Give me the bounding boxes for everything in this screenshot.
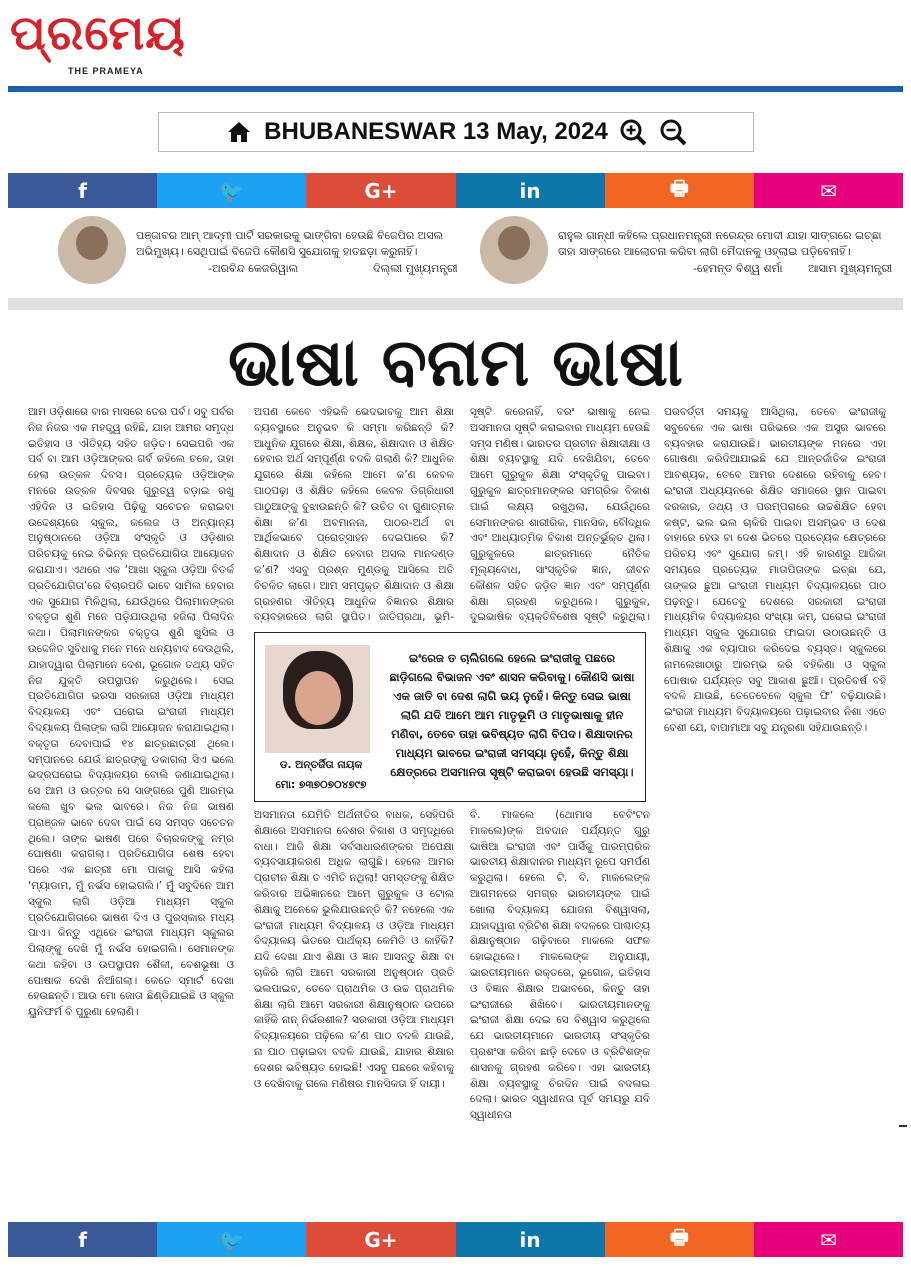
share-bar-bottom xyxy=(8,1222,903,1257)
share-bar-top xyxy=(8,173,903,208)
author-phone: ମୋ: ୭୩୭୦୭୦୪୭୯୭ xyxy=(275,779,367,791)
linkedin-icon: in xyxy=(519,1227,541,1252)
email-icon: ✉ xyxy=(820,178,837,203)
masthead-rule xyxy=(8,86,903,92)
quotes-strip xyxy=(8,212,903,298)
facebook-share-button[interactable] xyxy=(8,173,157,208)
quote-author-2: -ହେମନ୍ତ ବିଶ୍ୱ ଶର୍ମା xyxy=(693,262,783,275)
home-icon[interactable] xyxy=(224,117,254,147)
print-icon: 🖶 xyxy=(669,1224,689,1249)
twitter-icon: 🐦 xyxy=(219,178,245,203)
zoom-out-icon[interactable] xyxy=(658,117,688,147)
linkedin-icon: in xyxy=(519,178,541,203)
quote-text-1: ପଞ୍ଜାବର ଆମ୍ ଆଦ୍ମୀ ପାର୍ଟି ସରକାରକୁ ଭାଙ୍ଗିବା ହେଉଛି ବିଜେପିର ଅସଲ ଅଭିମୁଖ୍ୟ। ସେଥିପାଇଁ ବିଜେପି କୌଣସି ସୁଯୋଗକୁ ହାତଛଡ଼ା କରୁନାହିଁ। xyxy=(136,229,444,258)
google-plus-icon: G+ xyxy=(364,178,398,203)
article-column-2: ଅପଣ କେବେ ଏହିଭଳି ଭେଦଭାବକୁ ଆମ ଶିକ୍ଷା ବ୍ୟବସ୍ଥାରେ ଅନୁଭବ କି ସମ୍ମା କରିଛନ୍ତି କି? ଆଧୁନିକ ଯୁଗରେ ଶିକ୍ଷା, ଶିକ୍ଷକ, ଶିକ୍ଷାଦାନ ଓ ଶିକ୍ଷିତ ହେବାର ଅର୍ଥ ସମ୍ପୂର୍ଣ୍ଣ ବଦଳି ଗଲାଣି କି? ଆଧୁନିକ ଯୁଗରେ ଶିକ୍ଷା କହିଲେ ଆମେ କ’ଣ କେବଳ ପାଠପଢ଼ା ଓ ଶିକ୍ଷିତ କହିଲେ କେବଳ ଡିଗ୍ରିଧାରୀ ପାଠୁଆଙ୍କୁ ବୁଝାଉଛନ୍ତି କି? ଉଚିତ ବା ଗୁଣାତ୍ମକ ଶିକ୍ଷା କ’ଣ ଅବମାନନା, ପାଠର-ଅର୍ଥ ବା ଆର୍ଥିକଭାବେ ପ୍ରୋତ୍ସାହନ ଦେଇପାରେ କି? ଶିକ୍ଷାଦାନ ଓ ଶିକ୍ଷିତ ହେବାର ଅସଲ ମାନଦଣ୍ଡ କ’ଣ? ଏସବୁ ପ୍ରଶ୍ନ ମୁଣ୍ଡକୁ ଆସିଲେ ଅତି ବିଚଳିତ ଲାଗେ। ଆମ ସମ୍ପୃକ୍ତ ଶିକ୍ଷାଦାନ ଓ ଶିକ୍ଷା ଗ୍ରହଣର ଐତିହ୍ୟ ଆଧୁନିକ ବିଜ୍ଞାନର ଶିକ୍ଷାର ବ୍ୟବହାରରେ ଲାଗି ସ୍ଥାପିତ। ଜାତିପ୍ରଥା, ଭୂମି- xyxy=(254,406,454,624)
prameya-logo[interactable]: ପ୍ରମେୟ xyxy=(10,5,186,61)
facebook-icon: f xyxy=(78,178,87,203)
twitter-share-button[interactable] xyxy=(157,173,306,208)
quote-avatar-kejriwal xyxy=(58,216,126,284)
zoom-in-icon[interactable] xyxy=(618,117,648,147)
pull-quote-box xyxy=(254,632,646,802)
author-photo xyxy=(265,645,370,753)
google-plus-share-button[interactable] xyxy=(306,173,455,208)
quote-author-1: -ଅରବିନ୍ଦ କେଜରିୱାଲ xyxy=(208,262,299,275)
masthead xyxy=(0,0,911,86)
scroll-marker xyxy=(899,1125,907,1127)
print-button[interactable] xyxy=(605,173,754,208)
dateline-bar xyxy=(158,112,754,152)
pull-quote-text: ଇଂରେଜ ତ ଚାଲିଗଲେ ହେଲେ ଇଂରାଜୀକୁ ପଛରେ ଛାଡ଼ିଗଲେ ବିଭାଜନ ଏବଂ ଶାସନ କରିବାକୁ। କୌଣସି ଭାଷା ଏକ ଜାତି ବା ଦେଶ ଲାଗି ଭୟ ନୁହେଁ। କିନ୍ତୁ ସେଇ ଭାଷା ଲାଗି ଯଦି ଆମେ ଆମ ମାତୃଭୂମି ଓ ମାତୃଭାଷାକୁ ହୀନ ମଣିବା, ତେବେ ତାହା ଭବିଷ୍ୟତ ଲାଗି ବିପଦ। ଶିକ୍ଷାଦାନର ମାଧ୍ୟମ ଭାବରେ ଇଂରାଜୀ ସମସ୍ୟା ନୁହେଁ, କିନ୍ତୁ ଶିକ୍ଷା କ୍ଷେତ୍ରରେ ଅସମାନତା ସୃଷ୍ଟି କରାଇବା ହେଉଛି ସମସ୍ୟା। xyxy=(389,651,635,779)
email-icon: ✉ xyxy=(820,1227,837,1252)
author-name: ଡ. ଅନ୍ତର୍ଜିତା ନାୟକ xyxy=(279,759,363,771)
print-icon: 🖶 xyxy=(669,175,689,200)
article-column-4: ପରବର୍ତ୍ତୀ ସମୟକୁ ଆସିଥିଲା, ତେବେ ଇଂରାଜୀକୁ ସବୁବେଳେ ଏକ ଭାଷା ପରିଭରେ ଏକ ଅସ୍ତ୍ର ଭାବରେ ବ୍ୟବହାର କରାଯାଉଛି। ଭାରତୀୟଙ୍କ ମନରେ ଏହା ଗୋଷଣା କରିଦିଆଯାଇଛି ଯେ ଆନ୍ତର୍ଜାତିକ ଇଂରାଜୀ ଆବଶ୍ୟକ, ତେବେ ଆମର ଦେଶରେ ରହିବାକୁ ହେବ। ଇଂରାଜୀ ଅଧ୍ୟୟନରେ ଶିକ୍ଷିତ ସମାଜରେ ସ୍ଥାନ ପାଇବା ଦରକାର, ତଥ୍ୟ ଓ ପରମ୍ପରାରେ ଉଚ୍ଚଶିକ୍ଷିତ ହେବା କଷ୍ଟ, ଭଲ ଭଲ ଚାକିରି ପାଇବା ଅସମ୍ଭବ ଓ ଦେଶ ବାହାରେ ହେଉ ବା ଦେଶ ଭିତରେ ପ୍ରତେ୍ୟକ କ୍ଷେତ୍ରରେ ପରିଚୟ ଏବଂ ସୁଯୋଗ କମ୍। ଏହି କାରଣରୁ ଆଜିକା ସମୟରେ ପ୍ରତେ୍ୟକ ମାତାପିତାଙ୍କ ଇଚ୍ଛା ଯେ, ତାଙ୍କର ଛୁଆ ଇଂରାଜୀ ମାଧ୍ୟମ ବିଦ୍ୟାଳୟରେ ପାଠ ପଢ଼ନ୍ତୁ। ଯେତେବୁ ଦେଶରେ ସରକାରୀ ଇଂରାଜୀ ମାଧ୍ୟମିକ ବିଦ୍ୟାଳୟର ସଂଖ୍ୟା କମ୍, ଘରୋଇ ଇଂରାଜୀ ମାଧ୍ୟମ ସ୍କୁଲ ସୁଯୋଗର ଫାଇଦା ଉଠାଉଛନ୍ତି ଓ ଶିକ୍ଷାକୁ ଏକ ବ୍ୟାପାର କରିଦେଇ ବ୍ୟସ୍ତ। ସ୍କୁଲରେ ନାମଲେଖାଠାରୁ ଆରମ୍ଭ କରି ବହିକିଣା ଓ ସ୍କୁଲ ପୋଷାକ ପର୍ଯ୍ୟନ୍ତ ସବୁ ଆକାଶ ଛୁଆଁ। ପ୍ରତିବର୍ଷ ବହି ବଦଳି ଯାଉଛି, ତେତେବେଳେ ସ୍କୁଲ ଫି’ ବଢ଼ିଯାଉଛି। ଇଂରାଜୀ ମାଧ୍ୟମ ବିଦ୍ୟାଳୟରେ ପଢ଼ାଇବାର ନିଶା ଏତେ ବେଶୀ ଯେ, ବାପାମାଆ ସବୁ ଯନ୍ତ୍ରଣା ସହିଯାଉଛନ୍ତି। xyxy=(664,406,886,734)
email-share-button[interactable] xyxy=(754,173,903,208)
print-button-bottom[interactable] xyxy=(605,1222,754,1257)
quote-role-2: ଆସାମ ମୁଖ୍ୟମନ୍ତ୍ରୀ xyxy=(808,262,893,275)
facebook-share-button-bottom[interactable] xyxy=(8,1222,157,1257)
google-plus-icon: G+ xyxy=(364,1227,398,1252)
article-column-3: ସୃଷ୍ଟି କରେନାହିଁ, ବରଂ ଭାଷାକୁ ନେଇ ଅସମାନତା ସୃଷ୍ଟି କରାଇବାର ମାଧ୍ୟମ ହେଉଛି ସମ୍ସ ମଣିଷ। ଭାରତର ପ୍ରଚୀନ ଶିକ୍ଷାଦୀକ୍ଷା ଓ ଶିକ୍ଷା ବ୍ୟବସ୍ଥାକୁ ଯଦି ଦେଖିଯିବା, ତେବେ ଆମେ ଗୁରୁକୁଳ ଶିକ୍ଷା ସଂସ୍କୃତିକୁ ପାଇବା। ଗୁରୁକୁଳ ଛାତ୍ରମାନଙ୍କର ସମଗ୍ରିକ ବିକାଶ ପାଇଁ ଲକ୍ଷ୍ୟ ରଖୁଥିଲା, ଯେଉଁଥିରେ ସେମାନଙ୍କର ଶାରୀରିକ, ମାନସିକ, ବୌଦ୍ଧିକ ଏବଂ ଆଧ୍ୟାତ୍ମିକ ବିକାଶ ଅନ୍ତର୍ଭୁକ୍ତ ଥିଲା। ଗୁରୁକୁଳରେ ଛାତ୍ରମାନେ ନୈତିକ ମୂଲ୍ୟବୋଧ, ସାଂସ୍କୃତିକ ଜ୍ଞାନ, ଜୀବନ କୌଶଳ ସହିତ ଜଡ଼ିତ ଜ୍ଞାନ ଏବଂ ସମ୍ପୂର୍ଣ୍ଣ ଶିକ୍ଷା ଗ୍ରହଣ କରୁଥିଲେ। ଗୁରୁକୁଳ, ଦୁଇଭାଷିକ ବ୍ୟକ୍ତିବିଶେଷ ସୃଷ୍ଟି କରୁଥିଲା। xyxy=(470,406,650,624)
quote-avatar-sarma xyxy=(480,216,548,284)
google-plus-share-button-bottom[interactable] xyxy=(306,1222,455,1257)
email-share-button-bottom[interactable] xyxy=(754,1222,903,1257)
section-divider xyxy=(8,298,903,310)
linkedin-share-button[interactable] xyxy=(456,173,605,208)
linkedin-share-button-bottom[interactable] xyxy=(456,1222,605,1257)
quote-text-2: ରାହୁଲ ଗାନ୍ଧୀ କହିଲେ ପ୍ରଧାନମନ୍ତ୍ରୀ ନରେନ୍ଦ୍ର ମୋଦୀ ଯାହା ସାଙ୍ଗରେ ଇଚ୍ଛା ତାହା ସାଙ୍ଗରେ ଆଲୋଚନା କରିବା ଲାଗି ମୈଦାନକୁ ଓହ୍ଲାଇ ପଡ଼ିବେନାହିଁ। xyxy=(558,229,882,258)
twitter-share-button-bottom[interactable] xyxy=(157,1222,306,1257)
article-column-1: ଆମ ଓଡ଼ିଶାରେ ବାର ମାସରେ ତେର ପର୍ବ। ସବୁ ପର୍ବର ନିଜ ନିଜର ଏକ ମହତ୍ତ୍ୱ ରହିଛି, ଯାହା ଆମର ସମୃଦ୍ଧ ଇତିହାସ ଓ ଐତିହ୍ୟ ସହିତ ଜଡ଼ିତ। ସେଇପରି ଏକ ପର୍ବ ବା ଆମ ଓଡ଼ିଆଙ୍କର ଗର୍ବ କହିଲେ ଚଳେ, ତାହା ହେଲା ଉତ୍କଳ ଦିବସ। ପ୍ରତେ୍ୟକ ଓଡ଼ିଆଙ୍କ ମନରେ ଉତ୍କଳ ଦିବସର ଗୁରୁତ୍ୱ ବଡ଼ାଇ ରଖୁ ଏହିଦିନ ଓ ଇତିହାସ ପିଢ଼ିକୁ ସଚେତନ କରାଇବା ଉଦ୍ଦେଶ୍ୟରେ ସ୍କୁଲ, କଲେଜ ଓ ଅନ୍ୟାନ୍ୟ ଅନୁଷ୍ଠାନରେ ଓଡ଼ିଆ ସଂସ୍କୃତି ଓ ଓଡ଼ିଶାର ପରିଚୟକୁ ନେଇ ବିଭିନ୍ନ ପ୍ରତିଯୋଗିତା ଆୟୋଜନ କରାଯାଏ। ଏଥରେ ଏକ ‘ଆଖା ସ୍କୁଲ ଓଡ଼ିଆ ବିତର୍କ ପ୍ରତିଯୋଗିତା’ରେ ବିଚାରପତି ଭାବେ ସାମିଲ ହେବାର ଏକ ସୁଯୋଗ ମିଳିଥିଲା, ଯେଉଁଥିରେ ପିଲାମାନଙ୍କର ବକ୍ତୃତା ଶୁଣି ମନେ ପଡ଼ିଯାଉଥିଲା ହଜିଲା ପିଲାଦିନ କଥା। ପିଲାମାନଙ୍କର ବକ୍ତୃତା ଶୁଣି ଖୁସିଲ ଓ ଉଦ୍ଦେଳିତ ସୁବିଧାକୁ ମନେ ମନେ ଧନ୍ୟବାଦ ଦେଉଥିଲି, ଯାହାଦ୍ୱାରା ପିଲାମାନେ ଦେଶ, ଭୂଗୋଳ ତଥ୍ୟ ସହିତ ନିଜ ଯୁକ୍ତି ଉପସ୍ଥାପନ କରୁଥିଲେ। ସେଇ ପ୍ରତିଯୋଗିତା ଭରସା ସରକାରୀ ଓଡ଼ିଆ ମାଧ୍ୟମ ବିଦ୍ୟାଳୟ ଏବଂ ଘରୋଇ ଇଂରାଜୀ ମାଧ୍ୟମ ବିଦ୍ୟାଳୟ ପିଲାଙ୍କ ଲାଗି ଆୟୋଜନ କରାଯାଇଥିଲା। ବକ୍ତୃତା ଦେବାପାଇଁ ୧୪ ଛାତ୍ରଛାତ୍ରୀ ଥିଲେ। ସମ୍ପାନରେ ଯେଉଁ ଛାତ୍ରଙ୍କୁ ଡକାଗଲା ସିଏ ଭଲେ ଭଦ୍ରଘରୋଇ ବିଦ୍ୟାଳୟର ବୋଲି ଜଣାଯାଇଥିଲା। ସେ ଆମ ଓ ଉତ୍ତର ସେ ସାଙ୍ଗରେ ପୁଣି ଆରମ୍ଭ କଲେ ଖୁବ ଭଲ ଭାବରେ। ନିଜ ନିଜ ଭାଷଣ ପ୍ରାଞ୍ଜଳ ଭାବେ ଦେବା ପାଇଁ ସେ ସମସ୍ତ ସଚେତନ ଥିଲେ। ତାଙ୍କ ଭାଷଣ ପରେ ବିଚାରକଙ୍କୁ ନମ୍ର ଘୋଷଣା କରାଗଲା। ପ୍ରତିଯୋଗିତା ଶେଷ ହେବା ପରେ ଏକ ଛାତ୍ରୀ ମୋ ପାଖକୁ ଆସି କହିଲା ‘ମ୍ୟାଡାମ, ମୁଁ ନର୍ଭସ ହୋଇଗଲି।’ ମୁଁ ସବୁଦିନେ ଆମ ସ୍କୁଲ ଲାଗି ଓଡ଼ିଆ ମାଧ୍ୟମ ସ୍କୁଲ ପ୍ରତିଯୋଗିତାରେ ଭାଷଣ ଦିଏ ଓ ପୁରସ୍କାର ମଧ୍ୟ ପାଏ। କିନ୍ତୁ ଏଥିରେ ଇଂରାଜୀ ମାଧ୍ୟମ ସ୍କୁଲର ପିଲାଙ୍କୁ ଦେଖି ମୁଁ ନର୍ଭସ ହୋଇଗଲି। ସେମାନଙ୍କ କଥା କହିବା ଓ ଉପସ୍ଥାପନ ଶୈଳୀ, ବେଶଭୂଷା ଓ ପୋଷାକ ଦେଖି ନିଆଁଗଲା। କେତେ ସ୍ମାର୍ଟ ଦେଖା ହେଉଛନ୍ତି। ଆଉ ମୋ ଜୋତା ଛିଣ୍ଡିଯାଇଛି ଓ ସ୍କୁଲ ୟୁନିଫର୍ମ ବି ପୁରୁଣା ହେଲାଣି। xyxy=(28,406,234,1019)
edition-date: BHUBANESWAR 13 May, 2024 xyxy=(264,118,608,145)
facebook-icon: f xyxy=(78,1227,87,1252)
logo-subtitle: THE PRAMEYA xyxy=(68,66,144,76)
quote-role-1: ଦିଲ୍ଲୀ ମୁଖ୍ୟମନ୍ତ୍ରୀ xyxy=(373,262,458,275)
article-column-3-lower: ବି. ମାକଲେ (ଥୋମାସ ବେବିଂଟନ ମାକଲେ)ଙ୍କ ଅବଦାନ ପର୍ଯ୍ୟନ୍ତ ଗୁରୁ ଭାଷିଆ ଇଂରାଜୀ ଏବଂ ପାର୍ସିକୁ ପାରମ୍ପରିକ ଭାରତୀୟ ଶିକ୍ଷାଦାନର ମାଧ୍ୟମ ରୂପେ ସମର୍ପଣ କରୁଥିଲା। ହେଲେ ଟି. ବି. ମାକଲେଙ୍କ ଆଗମନରେ ସମଗ୍ର ଭାରତୀୟଙ୍କ ପାଇଁ ଖୋଲା ବିଦ୍ୟାଳୟ ଯୋଜନା ବିଶ୍ୱାସଲା, ଯାହାଦ୍ୱାରା ବ୍ରିଟିଶ ଶିକ୍ଷା ବଦଳରେ ପାଶ୍ଚାତ୍ୟ ଶିକ୍ଷାନୁଷ୍ଠାନ ଗଢ଼ିବାରେ ମାକଲେ ସଫଳ ହୋଇଥିଲେ। ମାକଲେଙ୍କ ଅନୁଯାୟୀ, ଭାରତୀୟମାନେ ରକ୍ତରେ, ଭୂଗୋଳ, ଇତିହାସ ଓ ବିଜ୍ଞାନ ଶିକ୍ଷାର ଅଭାବରେ, କିନ୍ତୁ ତାହା ଇଂରାଜୀରେ ଶିଖିବେ। ଭାରତୀୟମାନଙ୍କୁ ଇଂରାଜୀ ଶିକ୍ଷା ଦେଇ ସେ ବିଶ୍ୱାସ କରୁଥିଲେ ଯେ ଭାରତୀୟମାନେ ଭାରତୀୟ ସଂସ୍କୃତିର ପ୍ରଶଂସା କରିବା ଛାଡ଼ି ଦେବେ ଓ ବ୍ରିଟିଶଙ୍କ ଶାସନକୁ ଗ୍ରହଣ କରିବେ। ଏହା ଭାରତୀୟ ଶିକ୍ଷା ବ୍ୟବସ୍ଥାକୁ ଚିରଦିନ ପାଇଁ ବଦଳାଇ ଦେଲା। ଭାରତ ସ୍ୱାଧୀନତା ପୂର୍ବ ସମୟରୁ ଯଦି ସ୍ୱାଧୀନତା xyxy=(470,809,650,1122)
twitter-icon: 🐦 xyxy=(219,1227,245,1252)
article-column-2-lower: ଅସମାନତା ଯେମିତି ଅର୍ଥନୀତିର ବାଧକ, ସେହିପରି ଶିକ୍ଷାରେ ଅସମାନତା ଦେଶର ବିକାଶ ଓ ସମୃଦ୍ଧିରେ ବାଧା। ଆଜି ଶିକ୍ଷା ସର୍ବସାଧାରଣଙ୍କର ଅପେକ୍ଷା ବ୍ୟବସାୟୀକରଣ ଅଧିକ ଲାଗୁଛି। ହେଲେ ଆମର ପ୍ରାଚୀନ ଶିକ୍ଷା ତ ଏମିତି ନଥିଲା! ସମସ୍ତଙ୍କୁ ଶିକ୍ଷିତ କରିବାର ଅଭିଜ୍ଞାନରେ ଆମେ ଗୁରୁକୁଳ ଓ ଟୋଲ ଶିକ୍ଷାକୁ ଅନେକେ ଭୁଲିଯାଉଛନ୍ତି କି? ନହେଲେ ଏକ ଇଂରାଜୀ ମାଧ୍ୟମ ବିଦ୍ୟାଳୟ ଓ ଓଡ଼ିଆ ମାଧ୍ୟମ ବିଦ୍ୟାଳୟ ଭିତରେ ପାର୍ଥକ୍ୟ କେମିତି ଓ କାହିଁକି? ଯଦି ଦେଖା ଯାଏ ଶିକ୍ଷା ଓ ଜ୍ଞାନ ଆସନ୍ତୁ ଶିକ୍ଷା ବା ଚାକିରି ଲାଗି ଆମେ ସରକାରୀ ଅନୁଷ୍ଠାନ ପ୍ରତି ଭଲପାଇବ, ତେବେ ପ୍ରାଥମିକ ଓ ଉଚ୍ଚ ପ୍ରାଥମିକ ଶିକ୍ଷା ଲାଗି ଆମେ ସରକାରୀ ଶିକ୍ଷାନୁଷ୍ଠାନ ଉପରେ କାହିଁକି ନାନ୍ ନିର୍ଭରଶୀଳ? ସରକାରୀ ଓଡ଼ିଆ ମାଧ୍ୟମ ବିଦ୍ୟାଳୟରେ ପଢ଼ିଲେ କ’ଣ ପାଠ ବଦଳି ଯାଉଛି, ନା ପାଠ ପଢ଼ାଇବା ବଦଳି ଯାଉଛି, ଯାହାର ଶିକ୍ଷାର ଦେଶର ଭବିଷ୍ୟତ ହୋଇଛି! ଏସବୁ ପଛରେ କହିବାକୁ ଓ ଦେଖିବାକୁ ଗଲେ ମଣିଷର ମାନସିକତା ହିଁ ଦାୟୀ। xyxy=(254,809,454,1090)
article-headline: ଭାଷା ବନାମ ଭାଷା xyxy=(228,324,683,401)
